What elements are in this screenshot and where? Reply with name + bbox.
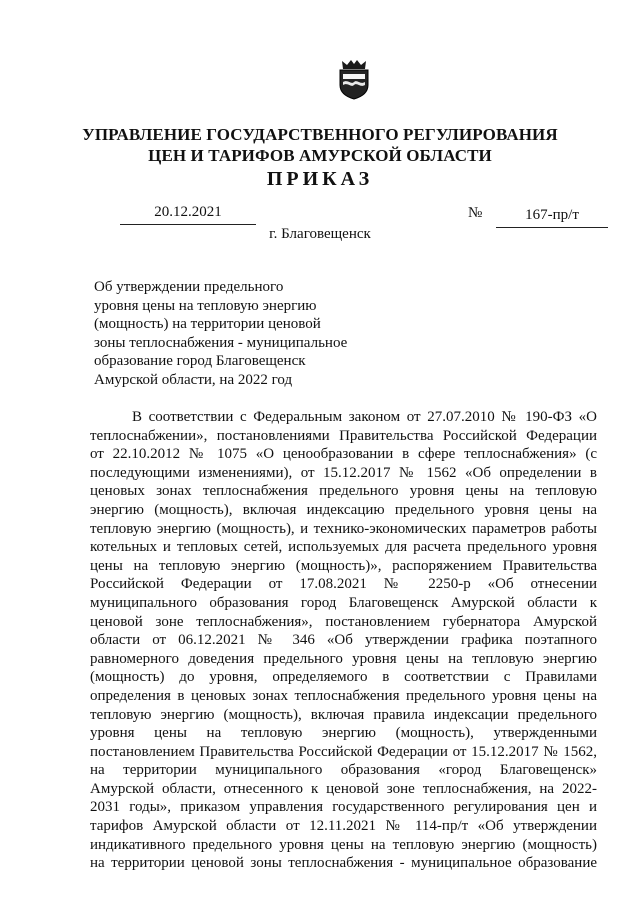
org-title-line-1: УПРАВЛЕНИЕ ГОСУДАРСТВЕННОГО РЕГУЛИРОВАНИЯ [82,125,558,144]
number-sign: № [468,205,483,221]
body-line: энергию (мощность), включая индексацию предельного уровня цены на [90,501,597,518]
organization-title [0,124,640,166]
body-line: тарифов Амурской области от 12.11.2021 № 114-пр/т «Об утверждении [90,818,597,835]
body-line: теплоснабжении», постановлениями Правительства Российской Федерации [90,427,597,444]
org-title-line-2: ЦЕН И ТАРИФОВ АМУРСКОЙ ОБЛАСТИ [148,146,492,165]
subject-line: уровня цены на тепловую энергию [94,297,317,314]
body-line: тепловую энергию (мощность), включая правила индексации предельного [90,706,597,723]
subject-line: Амурской области, на 2022 год [94,371,293,388]
body-line: уровня цены на тепловую энергию (мощность), утвержденными [90,725,597,742]
body-line: определения в ценовых зонах теплоснабжения предельного уровня цены на [90,687,597,704]
body-line: Российской Федерации от 17.08.2021 № 2250-р «Об отнесении [90,576,597,593]
subject-line: Об утверждении предельного [94,279,284,295]
body-line: от 22.10.2012 № 1075 «О ценообразовании в сфере теплоснабжения» (с [90,446,597,463]
body-line: на территории ценовой зоны теплоснабжения - муниципальное образование [90,855,597,872]
document-type: ПРИКАЗ [266,168,374,190]
subject-line: зоны теплоснабжения - муниципальное [94,334,348,351]
body-line: муниципального образования город Благовещенск Амурской области к [90,594,597,611]
body-line: ценовых зонах теплоснабжения предельного уровня цены на тепловую [90,483,597,500]
subject-line: (мощность) на территории ценовой [94,316,321,333]
order-number: 167-пр/т [496,207,608,228]
body-line: 2031 годы», приказом управления государственного регулирования цен и [90,799,597,816]
body-line: на территории муниципального образования «город Благовещенск» [90,762,597,779]
order-body [90,408,597,873]
body-line: индикативного предельного уровня цены на тепловую энергию (мощность) [90,836,597,853]
body-line: (мощность) до уровня, определяемого в соответствии с Правилами [90,669,597,686]
order-date: 20.12.2021 [120,204,256,225]
body-line: равномерного доведения предельного уровня цены на тепловую энергию [90,650,597,667]
issue-city: г. Благовещенск [269,226,371,242]
body-line: ценовой зоне теплоснабжения», постановлением губернатора Амурской [90,613,597,630]
body-line: В соответствии с Федеральным законом от 27.07.2010 № 190-ФЗ «О [132,409,597,425]
body-line: постановлением Правительства Российской Федерации от 15.12.2017 № 1562, [90,743,597,760]
body-line: цены на тепловую энергию (мощность)», распоряжением Правительства [90,557,597,574]
body-line: области от 06.12.2021 № 346 «Об утверждении графика поэтапного [90,632,597,649]
body-line: Амурской области, отнесенного к ценовой зоне теплоснабжения, на 2022- [90,780,597,797]
order-subject [94,278,394,390]
coat-of-arms-icon [336,58,372,100]
body-line: последующими изменениями), от 15.12.2017 № 1562 «Об определении в [90,464,597,481]
body-line: котельных и тепловых сетей, используемых для расчета предельного уровня [90,539,597,556]
body-line: тепловую энергию (мощность), и технико-экономических параметров работы [90,520,597,537]
subject-line: образование город Благовещенск [94,353,306,370]
